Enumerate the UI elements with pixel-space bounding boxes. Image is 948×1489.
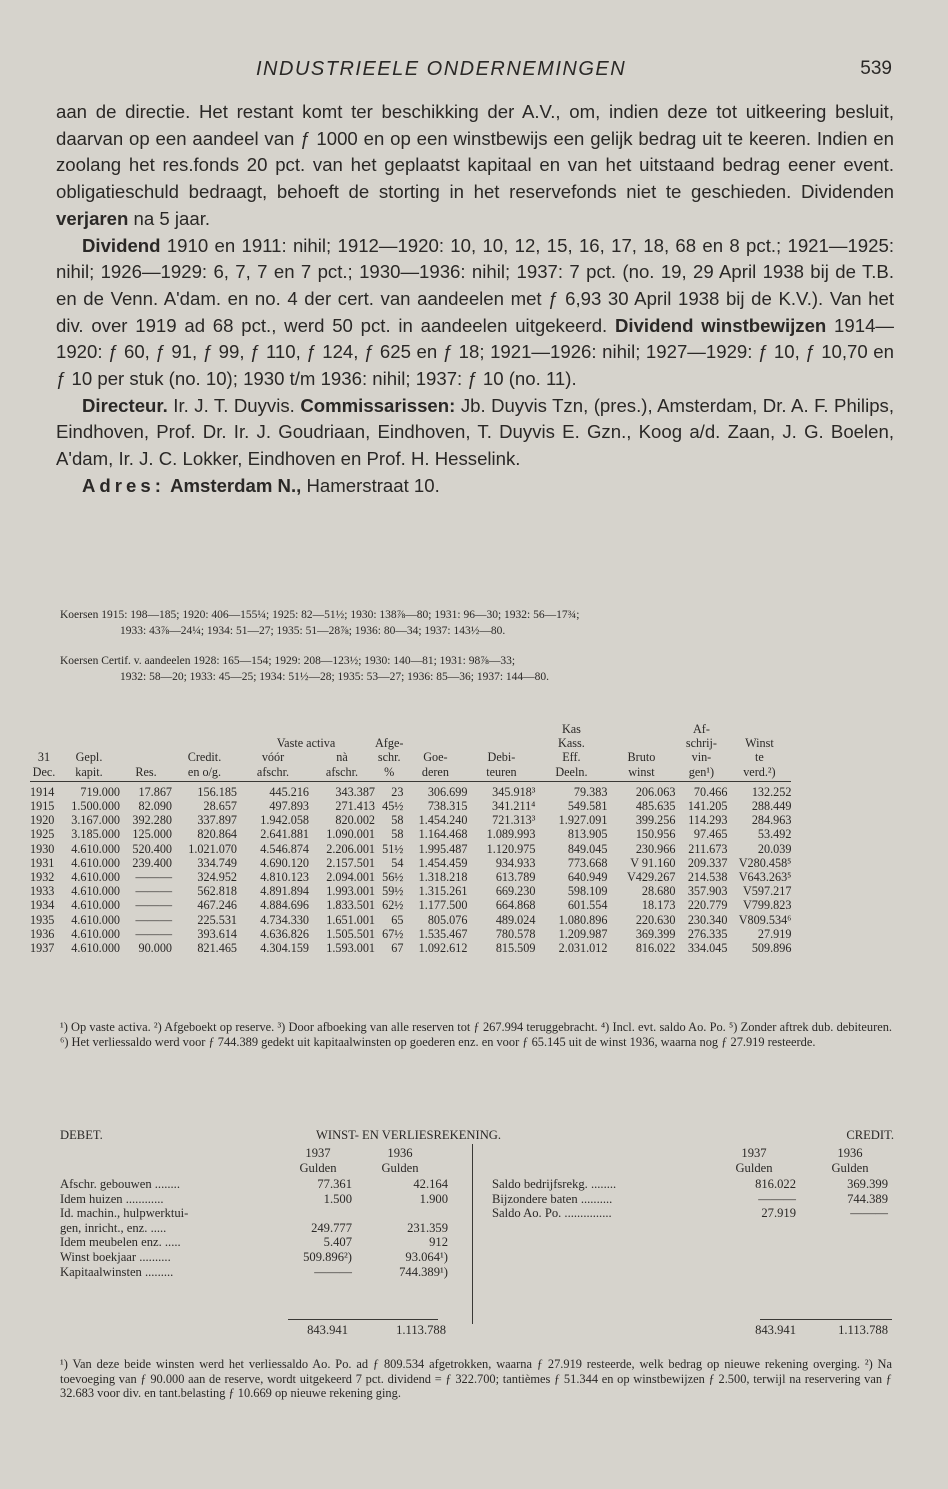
debet-value-1936: 231.359 [407, 1220, 448, 1235]
debet-value-1936: 744.389¹) [399, 1264, 448, 1279]
table-cell: 640.949 [567, 870, 608, 885]
table-cell: 4.546.874 [260, 841, 309, 856]
table-row [30, 842, 791, 856]
table-cell: 70.466 [693, 784, 728, 799]
dividend-label: Dividend [82, 234, 161, 256]
table-cell: ——— [135, 926, 172, 941]
credit-unit-1936: Gulden [831, 1161, 869, 1175]
table-row [30, 856, 791, 870]
dividend-winstbewijzen-label: Dividend winstbewijzen [614, 314, 827, 336]
header-kas: Kas [561, 722, 581, 736]
table-cell: 141.205 [687, 799, 728, 814]
table-cell: 1.995.487 [418, 841, 468, 856]
debet-total-rule [288, 1319, 438, 1320]
table-cell: 393.614 [197, 926, 237, 941]
table-cell: 58 [391, 827, 404, 842]
table-cell: 497.893 [269, 799, 309, 814]
table-cell: 56½ [382, 870, 404, 885]
credit-value-1936: 369.399 [847, 1177, 888, 1191]
table-row [30, 813, 791, 827]
table-cell: 1.090.001 [326, 827, 375, 842]
verjaren-label: verjaren [56, 207, 129, 229]
adres-label: Adres: [82, 474, 165, 496]
debet-label: DEBET. [60, 1128, 103, 1142]
table-cell: ——— [135, 912, 172, 927]
results-table: Kas Af- Vaste activa Afge- Kass. schrij- Winst 31 Gepl. Credit. vóór nà schr. Goe- Debi- Eff. Bruto vin- te Dec. kapit. Res. en o/g. afschr. afschr. % deren teuren Deeln. winst gen¹) verd.²) 1914 719.000 17.867 156.185 445.216 343.387 23 306.699 345.918³ 79.383 206.063 70.466 132.252 1915 1.500.000 82.090 28.657 497.893 271.413 45½ 738.315 341.211⁴ 549.581 485.635 141.205 288.449 1920 3.167.000 392.280 337.897 1.942.058 820.002 58 1.454.240 721.313³ 1.927.091 399.256 114.293 284.963 1925 3.185.000 125.000 820.864 2.641.881 1.090.001 58 1.164.468 1.089.993 813.905 150.956 97.465 53.492 1930 4.610.000 520.400 1.021.070 4.546.874 2.206.001 51½ 1.995.487 1.120.975 849.045 230.966 211.673 20.039 1931 4.610.000 239.400 334.749 4.690.120 2.157.501 54 1.454.459 934.933 773.668 V 91.160 209.337 V280.458⁵ 1932 4.610.000 ——— 324.952 4.810.123 2.094.001 56½ 1.318.218 613.789 640.949 V429.267 214.538 V643.263⁵ 1933 4.610.000 ——— 562.818 4.891.894 1.993.001 59½ 1.315.261 669.230 598.109 28.680 357.903 V597.217 1934 4.610.000 ——— 467.246 4.884.696 1.833.501 62½ 1.177.500 664.868 601.554 18.173 220.779 V799.823 1935 4.610.000 ——— 225.531 4.734.330 1.651.001 65 805.076 489.024 1.080.896 220.630 230.340 V809.534⁶ 1936 4.610.000 ——— 393.614 4.636.826 1.505.501 67½ 1.535.467 780.578 1.209.987 369.399 276.335 27.919 1937 4.610.000 90.000 821.465 4.304.159 1.593.001 67 1.092.612 815.509 2.031.012 816.022 334.045 509.896 [30, 722, 792, 956]
table-cell: 669.230 [495, 884, 536, 899]
debet-row-label: Afschr. gebouwen ........ [60, 1177, 180, 1191]
debet-total-1937: 843.941 [307, 1323, 348, 1337]
table-cell: 780.578 [495, 926, 536, 941]
debet-year-1937: 1937 [305, 1146, 331, 1160]
table-cell: 601.554 [567, 898, 608, 913]
table-cell: 392.280 [132, 813, 172, 828]
year-cell: 1925 [30, 827, 55, 842]
table-cell: ——— [135, 898, 172, 913]
table-row [30, 799, 791, 813]
adres-city: Amsterdam N., [170, 474, 302, 496]
table-cell: 1.454.240 [418, 813, 468, 828]
wv-divider [472, 1144, 473, 1324]
table-cell: 2.641.881 [260, 827, 309, 842]
header-vaste-activa: Vaste activa [276, 736, 336, 751]
table-cell: 211.673 [688, 841, 728, 856]
credit-value-1936: ——— [850, 1206, 888, 1221]
table-cell: 4.891.894 [260, 884, 309, 899]
table-cell: V429.267 [627, 870, 676, 885]
table-cell: 58 [391, 813, 404, 828]
table-cell: 4.734.330 [260, 912, 309, 927]
table-cell: 849.045 [567, 841, 608, 856]
table-cell: 1.315.261 [418, 884, 468, 899]
table-cell: 4.636.826 [260, 926, 309, 941]
table-cell: 719.000 [80, 784, 120, 799]
table-cell: 156.185 [197, 784, 237, 799]
credit-year-1937: 1937 [741, 1146, 767, 1160]
debet-value-1937: 509.896²) [303, 1250, 352, 1264]
table-cell: 4.304.159 [260, 941, 309, 956]
table-cell: 125.000 [132, 827, 172, 842]
table-cell: 341.211⁴ [492, 799, 536, 814]
debet-row-label: Id. machin., hulpwerktui- [60, 1206, 189, 1221]
table-cell: 816.022 [635, 941, 676, 956]
year-cell: 1930 [30, 841, 55, 856]
table-cell: 820.864 [197, 827, 237, 842]
table-cell: 28.680 [641, 884, 676, 899]
credit-row-label: Saldo Ao. Po. ............... [492, 1206, 612, 1221]
table-cell: 4.610.000 [71, 912, 120, 927]
credit-row-label: Bijzondere baten .......... [492, 1191, 613, 1206]
table-row [30, 884, 791, 898]
paragraph-directors: Directeur. Ir. J. T. Duyvis. Commissarissen: Jb. Duyvis Tzn, (pres.), Amsterdam, Dr. A. F. Philips, Eindhoven, Prof. Dr. Ir. J. Goudriaan, Eindhoven, T. Duyvis E. Gzn., Koog a/d. Zaan, J. G. Boelen, A'dam, Ir. J. C. Lokker, Eindhoven en Prof. H. Hesselink. [56, 394, 894, 470]
debet-value-1936: 1.900 [419, 1191, 448, 1206]
year-cell: 1915 [30, 799, 55, 814]
table-cell: 324.952 [197, 870, 237, 885]
table-cell: V597.217 [743, 884, 792, 899]
table-cell: 27.919 [757, 926, 792, 941]
table-cell: 4.610.000 [71, 941, 120, 956]
debet-row-label: Kapitaalwinsten ......... [60, 1264, 174, 1279]
table-cell: 1.120.975 [486, 841, 536, 856]
table-cell: 934.933 [495, 855, 536, 870]
table-cell: 20.039 [757, 841, 792, 856]
table-cell: ——— [135, 884, 172, 899]
header-res: Res. [120, 765, 172, 782]
debet-value-1936: 93.064¹) [405, 1250, 448, 1264]
table-cell: 613.789 [495, 870, 536, 885]
table-cell: V643.263⁵ [738, 870, 792, 885]
results-body [30, 781, 791, 955]
table-cell: 813.905 [567, 827, 608, 842]
debet-value-1936: 42.164 [413, 1177, 448, 1191]
page-header [56, 58, 892, 88]
debet-unit-1936: Gulden [381, 1161, 419, 1175]
table-cell: 1.927.091 [558, 813, 608, 828]
table-cell: 4.690.120 [260, 855, 309, 870]
table-cell: 1.089.993 [486, 827, 536, 842]
debet-row-label: gen, inricht., enz. ..... [60, 1220, 167, 1235]
paragraph-reserves: aan de directie. Het restant komt ter beschikking der A.V., om, indien deze tot uitkeering besluit, daarvan op een aandeel van ƒ 1000 en op een winstbewijs een gelijk bedrag uit te keeren. Indien en zoolang het res.fonds 20 pct. van het geplaatst kapitaal en van het uitstaand bedrag eener event. obligatieschuld bedraagt, behoeft de storting in het reservefonds niet te geschieden. Dividenden verjaren na 5 jaar. [56, 101, 894, 229]
table-cell: 4.610.000 [71, 855, 120, 870]
table-cell: 4.610.000 [71, 926, 120, 941]
table-cell: 4.610.000 [71, 884, 120, 899]
credit-value-1936: 744.389 [847, 1191, 888, 1206]
table-cell: 150.956 [635, 827, 676, 842]
table-cell: 230.966 [635, 841, 676, 856]
table-notes: ¹) Op vaste activa. ²) Afgeboekt op reserve. ³) Door afboeking van alle reserven tot ƒ 267.994 teruggebracht. ⁴) Incl. evt. saldo Ao. Po. ⁵) Zonder aftrek dub. debiteuren. ⁶) Het verliessaldo werd voor ƒ 744.389 gedekt uit kapitaalwinsten op goederen enz. en voor ƒ 65.145 uit de winst 1936, waarna nog ƒ 27.919 resteerde. [60, 1020, 892, 1049]
table-cell: 220.630 [635, 912, 676, 927]
header-gepl: Gepl. [75, 750, 103, 765]
header-bruto: Bruto [627, 750, 656, 765]
paragraph-dividend: Dividend 1910 en 1911: nihil; 1912—1920: 10, 10, 12, 15, 16, 17, 18, 68 en 8 pct.; 1921—1925: nihil; 1926—1929: 6, 7, 7 en 7 pct.; 1930—1936: nihil; 1937: 7 pct. (no. 19, 29 April 1938 bij de T.B. en de Venn. A'dam. en no. 4 der cert. van aandeelen met ƒ 6,93 30 April 1938 bij de K.V.). Van het div. over 1919 ad 68 pct., werd 50 pct. in aandeelen uitgekeerd. Dividend winstbewijzen 1914—1920: ƒ 60, ƒ 91, ƒ 99, ƒ 110, ƒ 124, ƒ 625 en ƒ 18; 1921—1926: nihil; 1927—1929: ƒ 10, ƒ 10,70 en ƒ 10 per stuk (no. 10); 1930 t/m 1936: nihil; 1937: ƒ 10 (no. 11). [56, 234, 894, 390]
table-cell: 664.868 [495, 898, 536, 913]
table-cell: 2.094.001 [326, 870, 375, 885]
debet-value-1936: 912 [429, 1235, 448, 1250]
debet-year-1936: 1936 [387, 1146, 413, 1160]
table-cell: 28.657 [203, 799, 237, 814]
credit-year-1936: 1936 [837, 1146, 863, 1160]
year-cell: 1933 [30, 884, 55, 899]
adres-street: Hamerstraat 10. [301, 474, 440, 496]
table-cell: 51½ [382, 841, 404, 856]
table-cell: 209.337 [687, 855, 728, 870]
table-cell: 45½ [382, 799, 404, 814]
table-cell: 230.340 [687, 912, 728, 927]
credit-value-1937: 816.022 [755, 1177, 796, 1191]
year-cell: 1914 [30, 784, 55, 799]
table-cell: 1.080.896 [558, 912, 608, 927]
table-cell: 4.610.000 [71, 898, 120, 913]
year-cell: 1934 [30, 898, 55, 913]
table-cell: 79.383 [573, 784, 608, 799]
table-cell: 17.867 [138, 784, 172, 799]
table-cell: 4.810.123 [260, 870, 309, 885]
debet-row-label: Winst boekjaar .......... [60, 1250, 171, 1264]
credit-value-1937: 27.919 [761, 1206, 796, 1221]
header-goederen: Goe- [423, 750, 448, 765]
table-cell: 18.173 [641, 898, 676, 913]
table-cell: 1.651.001 [326, 912, 375, 927]
credit-row-label: Saldo bedrijfsrekg. ........ [492, 1177, 617, 1191]
table-cell: 1.942.058 [260, 813, 309, 828]
table-cell: 399.256 [635, 813, 676, 828]
table-cell: 1.593.001 [326, 941, 375, 956]
directeur-label: Directeur. [82, 394, 168, 416]
table-cell: V 91.160 [630, 855, 676, 870]
table-cell: 821.465 [197, 941, 237, 956]
debet-value-1937: 249.777 [311, 1220, 352, 1235]
table-row [30, 941, 791, 955]
table-cell: 1.505.501 [326, 926, 375, 941]
table-row [30, 898, 791, 912]
header-af: Af- [692, 722, 710, 736]
table-cell: 90.000 [138, 941, 172, 956]
credit-value-1937: ——— [758, 1191, 796, 1206]
table-cell: 3.185.000 [71, 827, 120, 842]
table-cell: 288.449 [751, 799, 792, 814]
table-cell: 206.063 [635, 784, 676, 799]
table-cell: 54 [391, 855, 404, 870]
year-cell: 1937 [30, 941, 55, 956]
table-cell: 3.167.000 [71, 813, 120, 828]
table-cell: 97.465 [693, 827, 728, 842]
debet-row-label: Idem huizen ............ [60, 1191, 164, 1206]
table-cell: 284.963 [751, 813, 792, 828]
table-cell: 214.538 [687, 870, 728, 885]
table-cell: 1.021.070 [188, 841, 237, 856]
wv-title: WINST- EN VERLIESREKENING. [316, 1128, 502, 1142]
debet-value-1937: 1.500 [323, 1191, 352, 1206]
table-cell: 345.918³ [492, 784, 536, 799]
credit-label: CREDIT. [846, 1128, 894, 1142]
table-cell: 67 [391, 941, 404, 956]
table-cell: V280.458⁵ [738, 855, 792, 870]
header-winst: Winst [745, 736, 774, 751]
table-row [30, 781, 791, 799]
table-cell: 53.492 [757, 827, 792, 842]
commissarissen-label: Commissarissen: [300, 394, 456, 416]
debet-unit-1937: Gulden [299, 1161, 337, 1175]
table-cell: 132.252 [751, 784, 792, 799]
table-cell: 820.002 [335, 813, 375, 828]
table-cell: 1.833.501 [326, 898, 375, 913]
paragraph-address [56, 473, 894, 500]
table-cell: 337.897 [197, 813, 237, 828]
table-cell: 1.092.612 [418, 941, 468, 956]
table-cell: 509.896 [751, 941, 792, 956]
year-cell: 1920 [30, 813, 55, 828]
credit-unit-1937: Gulden [735, 1161, 773, 1175]
table-cell: 271.413 [335, 799, 375, 814]
table-row [30, 870, 791, 884]
table-cell: 1.209.987 [558, 926, 608, 941]
credit-total-rule [760, 1319, 892, 1320]
table-cell: 598.109 [567, 884, 608, 899]
table-cell: 485.635 [635, 799, 676, 814]
table-cell: 1.993.001 [326, 884, 375, 899]
table-cell: 805.076 [427, 912, 468, 927]
table-row [30, 927, 791, 941]
koersen-certificates: Koersen Certif. v. aandeelen 1928: 165—154; 1929: 208—123½; 1930: 140—81; 1931: 98⅞—33; 1932: 58—20; 1933: 45—25; 1934: 51½—28; 1935: 53—27; 1936: 85—36; 1937: 144—80. [60, 655, 550, 683]
table-cell: 1.535.467 [418, 926, 468, 941]
table-cell: 562.818 [197, 884, 237, 899]
table-cell: 276.335 [687, 926, 728, 941]
table-cell: V799.823 [743, 898, 792, 913]
debet-value-1937: 77.361 [317, 1177, 352, 1191]
credit-total-1937: 843.941 [755, 1323, 796, 1337]
table-cell: 62½ [382, 898, 404, 913]
debet-total-1936: 1.113.788 [396, 1323, 446, 1337]
table-cell: 738.315 [427, 799, 468, 814]
table-cell: 467.246 [197, 898, 237, 913]
year-cell: 1931 [30, 855, 55, 870]
year-cell: 1936 [30, 926, 55, 941]
debet-value-1937: 5.407 [323, 1235, 352, 1250]
table-cell: 306.699 [427, 784, 468, 799]
table-cell: 1.500.000 [71, 799, 120, 814]
table-cell: 59½ [382, 884, 404, 899]
table-cell: 4.610.000 [71, 841, 120, 856]
table-cell: 225.531 [197, 912, 237, 927]
table-cell: 114.293 [688, 813, 728, 828]
table-cell: 815.509 [495, 941, 536, 956]
header-voor: vóór [261, 750, 285, 765]
koersen-shares: Koersen 1915: 198—185; 1920: 406—155¼; 1925: 82—51½; 1930: 138⅞—80; 1931: 96—30; 1932: 56—17¾; 1933: 43⅞—24¼; 1934: 51—27; 1935: 51—28⅞; 1936: 80—34; 1937: 143½—80. [60, 609, 580, 637]
table-cell: 67½ [382, 926, 404, 941]
header-na: nà [336, 750, 348, 765]
table-row [30, 827, 791, 841]
table-cell: 1.318.218 [418, 870, 468, 885]
year-cell: 1932 [30, 870, 55, 885]
company-description [56, 99, 894, 500]
footnotes: ¹) Van deze beide winsten werd het verliessaldo Ao. Po. ad ƒ 809.534 afgetrokken, waarna ƒ 27.919 resteerde, welk bedrag op nieuwe rekening overging. ²) Na toevoeging van ƒ 90.000 aan de reserve, wordt uitgekeerd 7 pct. dividend = ƒ 322.700; tantièmes ƒ 51.344 en op winstbewijzen ƒ 2.500, terwijl na reservering van ƒ 32.683 voor div. en tant.belasting ƒ 10.669 op nieuwe rekening ging. [60, 1357, 892, 1400]
table-cell: 489.024 [495, 912, 536, 927]
header-debiteuren: Debi- [487, 750, 516, 765]
table-cell: 1.164.468 [418, 827, 468, 842]
credit-total-1936: 1.113.788 [838, 1323, 888, 1337]
table-cell: 23 [391, 784, 404, 799]
table-cell: 357.903 [687, 884, 728, 899]
table-cell: 4.610.000 [71, 870, 120, 885]
winst-verliesrekening [60, 1128, 896, 1336]
table-cell: 82.090 [138, 799, 172, 814]
table-cell: 520.400 [132, 841, 172, 856]
table-cell: 445.216 [269, 784, 309, 799]
header-credit: Credit. [187, 750, 222, 765]
wv-grid [60, 1146, 896, 1336]
table-cell: 343.387 [335, 784, 375, 799]
table-cell: 2.206.001 [326, 841, 375, 856]
table-row [30, 913, 791, 927]
wv-heading [60, 1128, 896, 1146]
table-cell: 65 [391, 912, 404, 927]
table-cell: 220.779 [687, 898, 728, 913]
table-cell: V809.534⁶ [738, 912, 792, 927]
debet-row-label: Idem meubelen enz. ..... [60, 1235, 181, 1250]
running-title: INDUSTRIEELE ONDERNEMINGEN [256, 58, 627, 80]
page-number: 539 [860, 58, 892, 79]
table-cell: 1.177.500 [418, 898, 468, 913]
year-cell: 1935 [30, 912, 55, 927]
header-dec: 31 [37, 750, 51, 765]
table-cell: 549.581 [567, 799, 608, 814]
table-cell: 4.884.696 [260, 898, 309, 913]
table-cell: 334.749 [197, 855, 237, 870]
table-cell: 2.157.501 [326, 855, 375, 870]
table-cell: 773.668 [567, 855, 608, 870]
table-cell: 721.313³ [492, 813, 536, 828]
table-cell: 369.399 [635, 926, 676, 941]
table-cell: 334.045 [687, 941, 728, 956]
table-cell: 1.454.459 [418, 855, 468, 870]
debet-value-1937: ——— [314, 1264, 352, 1279]
table-cell: 2.031.012 [558, 941, 608, 956]
table-cell: ——— [135, 870, 172, 885]
table-cell: 239.400 [132, 855, 172, 870]
